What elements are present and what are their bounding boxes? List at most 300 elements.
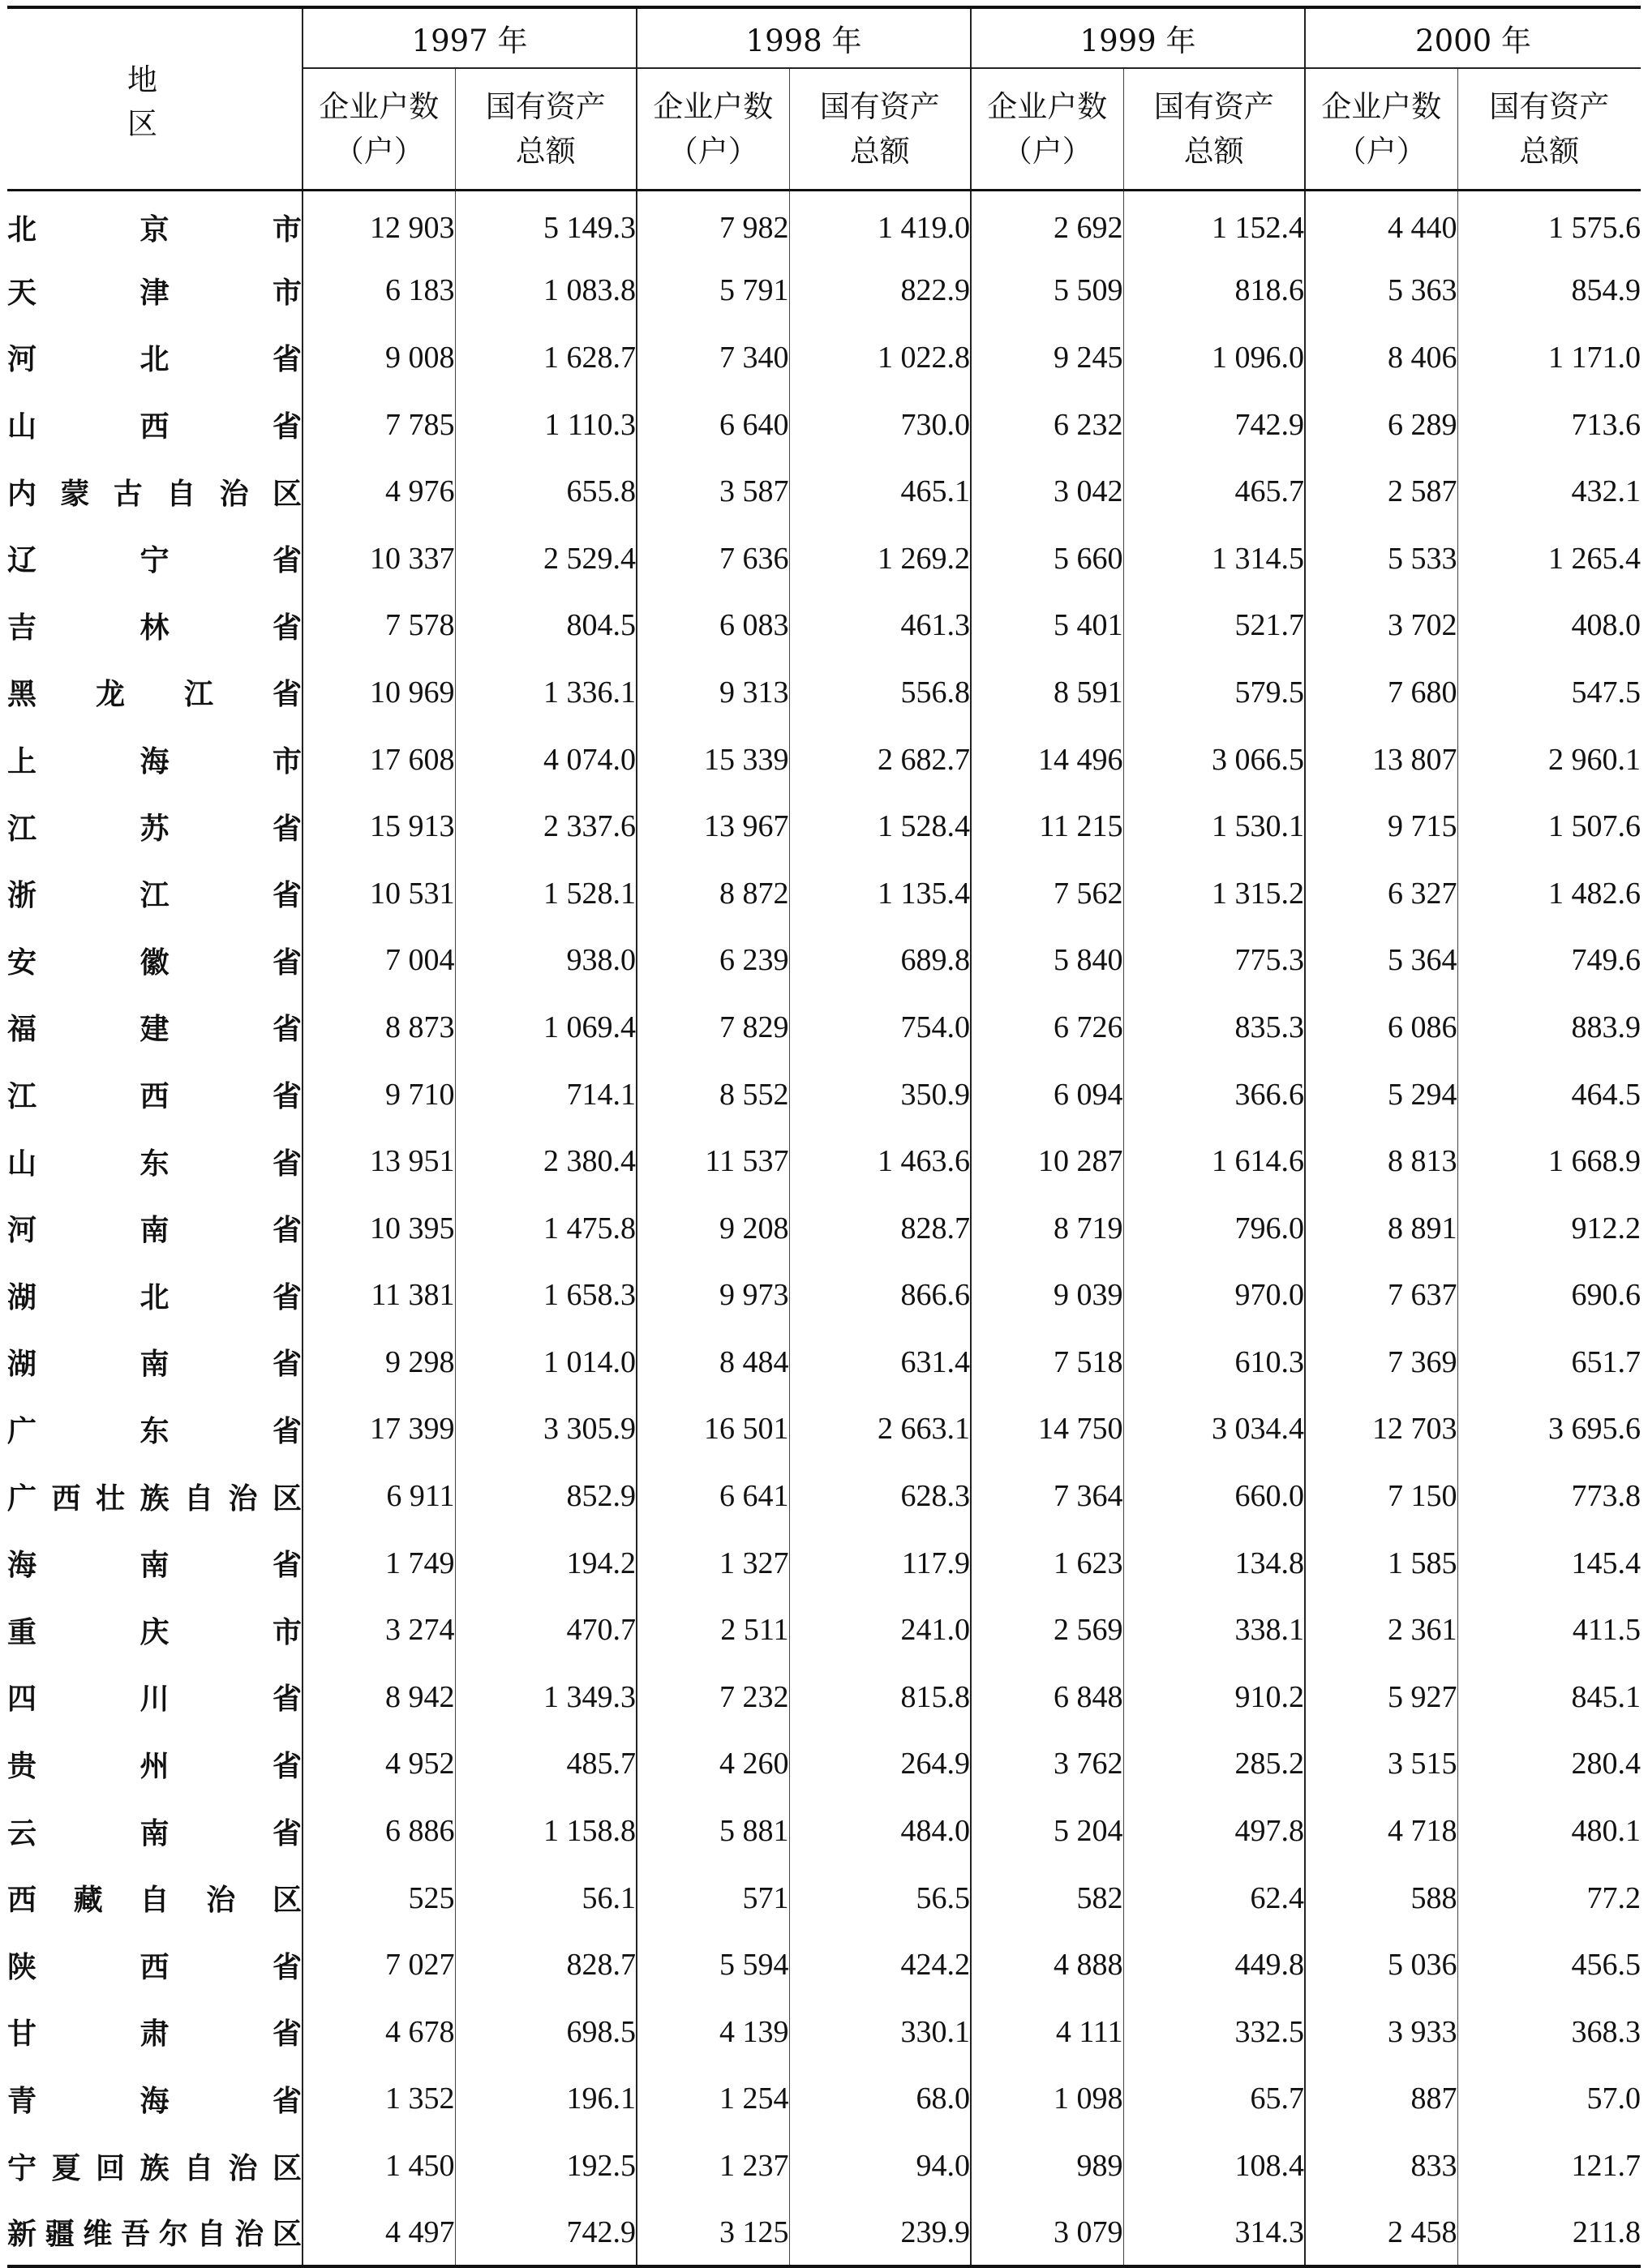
region-name: 黑龙江省 bbox=[7, 659, 303, 727]
enterprise-count-cell: 7 004 bbox=[303, 927, 455, 994]
region-name: 上海市 bbox=[7, 726, 303, 793]
region-name: 河北省 bbox=[7, 324, 303, 392]
enterprise-count-cell: 7 636 bbox=[637, 525, 789, 592]
enterprise-count-cell: 7 982 bbox=[637, 191, 789, 258]
state-assets-cell: 314.3 bbox=[1123, 2199, 1305, 2266]
state-assets-cell: 484.0 bbox=[789, 1798, 971, 1865]
state-assets-cell: 94.0 bbox=[789, 2133, 971, 2200]
table-row bbox=[7, 1262, 1641, 1329]
state-assets-cell: 1 419.0 bbox=[789, 191, 971, 258]
state-assets-cell: 456.5 bbox=[1457, 1931, 1641, 1999]
state-assets-cell: 408.0 bbox=[1457, 592, 1641, 659]
state-assets-cell: 1 152.4 bbox=[1123, 191, 1305, 258]
state-assets-cell: 4 074.0 bbox=[455, 726, 637, 793]
state-assets-cell: 1 110.3 bbox=[455, 391, 637, 458]
enterprise-count-header bbox=[303, 68, 455, 191]
enterprise-count-header-line1: 企业户数 bbox=[653, 88, 774, 124]
state-assets-cell: 461.3 bbox=[789, 592, 971, 659]
table-row bbox=[7, 793, 1641, 860]
state-assets-cell: 660.0 bbox=[1123, 1463, 1305, 1530]
enterprise-count-cell: 4 976 bbox=[303, 458, 455, 525]
state-assets-cell: 742.9 bbox=[1123, 391, 1305, 458]
state-assets-header-line1: 国有资产 bbox=[819, 88, 940, 124]
enterprise-count-cell: 6 886 bbox=[303, 1798, 455, 1865]
enterprise-count-cell: 2 361 bbox=[1305, 1597, 1457, 1664]
year-header-1999: 1999 年 bbox=[971, 7, 1305, 68]
state-assets-cell: 485.7 bbox=[455, 1730, 637, 1798]
state-assets-cell: 970.0 bbox=[1123, 1262, 1305, 1329]
state-assets-cell: 264.9 bbox=[789, 1730, 971, 1798]
enterprise-count-cell: 7 562 bbox=[971, 860, 1123, 927]
enterprise-count-cell: 11 215 bbox=[971, 793, 1123, 860]
enterprise-count-cell: 2 569 bbox=[971, 1597, 1123, 1664]
enterprise-count-cell: 2 587 bbox=[1305, 458, 1457, 525]
enterprise-count-cell: 3 587 bbox=[637, 458, 789, 525]
region-name: 广东省 bbox=[7, 1396, 303, 1463]
enterprise-count-cell: 6 086 bbox=[1305, 994, 1457, 1061]
enterprise-count-cell: 1 098 bbox=[971, 2065, 1123, 2133]
enterprise-count-header-line1: 企业户数 bbox=[319, 88, 440, 124]
enterprise-count-cell: 9 208 bbox=[637, 1194, 789, 1262]
enterprise-count-cell: 16 501 bbox=[637, 1396, 789, 1463]
region-name: 山西省 bbox=[7, 391, 303, 458]
year-header-1997: 1997 年 bbox=[303, 7, 637, 68]
state-assets-cell: 3 695.6 bbox=[1457, 1396, 1641, 1463]
state-assets-cell: 1 528.1 bbox=[455, 860, 637, 927]
state-assets-cell: 411.5 bbox=[1457, 1597, 1641, 1664]
enterprise-count-cell: 7 785 bbox=[303, 391, 455, 458]
state-assets-cell: 818.6 bbox=[1123, 257, 1305, 324]
enterprise-count-cell: 5 401 bbox=[971, 592, 1123, 659]
enterprise-count-cell: 9 245 bbox=[971, 324, 1123, 392]
state-assets-cell: 56.5 bbox=[789, 1864, 971, 1931]
state-assets-header bbox=[1123, 68, 1305, 191]
enterprise-count-cell: 4 678 bbox=[303, 1999, 455, 2066]
state-assets-cell: 1 463.6 bbox=[789, 1128, 971, 1195]
enterprise-count-cell: 13 967 bbox=[637, 793, 789, 860]
enterprise-count-cell: 10 531 bbox=[303, 860, 455, 927]
state-enterprise-table bbox=[7, 6, 1641, 2268]
enterprise-count-cell: 5 363 bbox=[1305, 257, 1457, 324]
enterprise-count-cell: 6 289 bbox=[1305, 391, 1457, 458]
region-name: 天津市 bbox=[7, 257, 303, 324]
state-assets-cell: 822.9 bbox=[789, 257, 971, 324]
state-assets-cell: 730.0 bbox=[789, 391, 971, 458]
enterprise-count-cell: 571 bbox=[637, 1864, 789, 1931]
enterprise-count-cell: 1 623 bbox=[971, 1529, 1123, 1597]
state-assets-cell: 2 380.4 bbox=[455, 1128, 637, 1195]
enterprise-count-cell: 3 079 bbox=[971, 2199, 1123, 2266]
state-assets-cell: 828.7 bbox=[789, 1194, 971, 1262]
state-assets-cell: 1 158.8 bbox=[455, 1798, 637, 1865]
enterprise-count-cell: 11 537 bbox=[637, 1128, 789, 1195]
region-name: 重庆市 bbox=[7, 1597, 303, 1664]
state-assets-cell: 714.1 bbox=[455, 1061, 637, 1128]
enterprise-count-cell: 8 813 bbox=[1305, 1128, 1457, 1195]
enterprise-count-cell: 6 911 bbox=[303, 1463, 455, 1530]
year-header-1998: 1998 年 bbox=[637, 7, 971, 68]
region-name: 江苏省 bbox=[7, 793, 303, 860]
region-column-header: 地 区 bbox=[7, 7, 303, 191]
state-assets-cell: 690.6 bbox=[1457, 1262, 1641, 1329]
table-row bbox=[7, 257, 1641, 324]
state-assets-cell: 796.0 bbox=[1123, 1194, 1305, 1262]
enterprise-count-cell: 5 364 bbox=[1305, 927, 1457, 994]
enterprise-count-cell: 17 399 bbox=[303, 1396, 455, 1463]
enterprise-count-cell: 8 591 bbox=[971, 659, 1123, 727]
enterprise-count-cell: 7 364 bbox=[971, 1463, 1123, 1530]
state-assets-cell: 1 575.6 bbox=[1457, 191, 1641, 258]
enterprise-count-cell: 6 641 bbox=[637, 1463, 789, 1530]
state-assets-cell: 424.2 bbox=[789, 1931, 971, 1999]
enterprise-count-cell: 525 bbox=[303, 1864, 455, 1931]
table-row bbox=[7, 592, 1641, 659]
region-name: 陕西省 bbox=[7, 1931, 303, 1999]
state-assets-cell: 828.7 bbox=[455, 1931, 637, 1999]
state-assets-cell: 655.8 bbox=[455, 458, 637, 525]
state-assets-cell: 698.5 bbox=[455, 1999, 637, 2066]
table-row bbox=[7, 1529, 1641, 1597]
table-row bbox=[7, 2065, 1641, 2133]
enterprise-count-cell: 4 139 bbox=[637, 1999, 789, 2066]
state-assets-header bbox=[1457, 68, 1641, 191]
enterprise-count-cell: 4 718 bbox=[1305, 1798, 1457, 1865]
enterprise-count-cell: 8 891 bbox=[1305, 1194, 1457, 1262]
enterprise-count-header-line1: 企业户数 bbox=[987, 88, 1108, 124]
state-assets-cell: 804.5 bbox=[455, 592, 637, 659]
state-assets-cell: 5 149.3 bbox=[455, 191, 637, 258]
region-name: 西藏自治区 bbox=[7, 1864, 303, 1931]
enterprise-count-cell: 14 750 bbox=[971, 1396, 1123, 1463]
state-assets-cell: 742.9 bbox=[455, 2199, 637, 2266]
enterprise-count-cell: 6 239 bbox=[637, 927, 789, 994]
enterprise-count-cell: 582 bbox=[971, 1864, 1123, 1931]
enterprise-count-cell: 1 352 bbox=[303, 2065, 455, 2133]
enterprise-count-header bbox=[971, 68, 1123, 191]
enterprise-count-cell: 4 497 bbox=[303, 2199, 455, 2266]
enterprise-count-cell: 8 872 bbox=[637, 860, 789, 927]
state-assets-cell: 912.2 bbox=[1457, 1194, 1641, 1262]
table-row bbox=[7, 1664, 1641, 1731]
state-assets-cell: 77.2 bbox=[1457, 1864, 1641, 1931]
enterprise-count-cell: 17 608 bbox=[303, 726, 455, 793]
state-assets-header-line1: 国有资产 bbox=[485, 88, 606, 124]
enterprise-count-cell: 8 873 bbox=[303, 994, 455, 1061]
state-assets-cell: 773.8 bbox=[1457, 1463, 1641, 1530]
enterprise-count-cell: 9 710 bbox=[303, 1061, 455, 1128]
state-assets-cell: 2 337.6 bbox=[455, 793, 637, 860]
enterprise-count-header bbox=[637, 68, 789, 191]
state-assets-cell: 285.2 bbox=[1123, 1730, 1305, 1798]
region-name: 内蒙古自治区 bbox=[7, 458, 303, 525]
state-assets-cell: 835.3 bbox=[1123, 994, 1305, 1061]
enterprise-count-cell: 5 204 bbox=[971, 1798, 1123, 1865]
enterprise-count-cell: 1 749 bbox=[303, 1529, 455, 1597]
enterprise-count-cell: 5 791 bbox=[637, 257, 789, 324]
state-assets-cell: 1 528.4 bbox=[789, 793, 971, 860]
state-assets-cell: 57.0 bbox=[1457, 2065, 1641, 2133]
enterprise-count-cell: 3 762 bbox=[971, 1730, 1123, 1798]
table-row bbox=[7, 2199, 1641, 2266]
enterprise-count-cell: 7 829 bbox=[637, 994, 789, 1061]
state-assets-cell: 464.5 bbox=[1457, 1061, 1641, 1128]
state-assets-cell: 134.8 bbox=[1123, 1529, 1305, 1597]
state-assets-cell: 651.7 bbox=[1457, 1329, 1641, 1396]
state-assets-cell: 1 668.9 bbox=[1457, 1128, 1641, 1195]
enterprise-count-cell: 833 bbox=[1305, 2133, 1457, 2200]
state-assets-cell: 866.6 bbox=[789, 1262, 971, 1329]
state-assets-cell: 1 014.0 bbox=[455, 1329, 637, 1396]
enterprise-count-cell: 10 287 bbox=[971, 1128, 1123, 1195]
table-row bbox=[7, 1931, 1641, 1999]
enterprise-count-cell: 1 254 bbox=[637, 2065, 789, 2133]
state-assets-cell: 1 069.4 bbox=[455, 994, 637, 1061]
enterprise-count-cell: 4 888 bbox=[971, 1931, 1123, 1999]
enterprise-count-cell: 7 232 bbox=[637, 1664, 789, 1731]
state-assets-header-line2: 总额 bbox=[1519, 134, 1580, 169]
table-row bbox=[7, 927, 1641, 994]
table-row bbox=[7, 1999, 1641, 2066]
state-assets-cell: 1 315.2 bbox=[1123, 860, 1305, 927]
table-row bbox=[7, 191, 1641, 258]
enterprise-count-cell: 5 533 bbox=[1305, 525, 1457, 592]
enterprise-count-header-unit: （户） bbox=[667, 134, 758, 169]
state-assets-cell: 579.5 bbox=[1123, 659, 1305, 727]
enterprise-count-cell: 887 bbox=[1305, 2065, 1457, 2133]
enterprise-count-cell: 9 008 bbox=[303, 324, 455, 392]
state-assets-cell: 3 305.9 bbox=[455, 1396, 637, 1463]
state-assets-cell: 470.7 bbox=[455, 1597, 637, 1664]
enterprise-count-cell: 7 369 bbox=[1305, 1329, 1457, 1396]
enterprise-count-header-unit: （户） bbox=[1336, 134, 1427, 169]
region-name: 广西壮族自治区 bbox=[7, 1463, 303, 1530]
enterprise-count-cell: 4 111 bbox=[971, 1999, 1123, 2066]
table-row bbox=[7, 860, 1641, 927]
state-assets-header bbox=[789, 68, 971, 191]
enterprise-count-cell: 588 bbox=[1305, 1864, 1457, 1931]
state-assets-cell: 280.4 bbox=[1457, 1730, 1641, 1798]
state-assets-cell: 432.1 bbox=[1457, 458, 1641, 525]
table-row bbox=[7, 1396, 1641, 1463]
region-name: 海南省 bbox=[7, 1529, 303, 1597]
enterprise-count-cell: 12 703 bbox=[1305, 1396, 1457, 1463]
enterprise-count-cell: 4 952 bbox=[303, 1730, 455, 1798]
enterprise-count-cell: 1 585 bbox=[1305, 1529, 1457, 1597]
region-name: 甘肃省 bbox=[7, 1999, 303, 2066]
enterprise-count-cell: 9 313 bbox=[637, 659, 789, 727]
table-row bbox=[7, 1128, 1641, 1195]
state-assets-cell: 196.1 bbox=[455, 2065, 637, 2133]
enterprise-count-cell: 3 702 bbox=[1305, 592, 1457, 659]
state-assets-cell: 449.8 bbox=[1123, 1931, 1305, 1999]
state-assets-cell: 689.8 bbox=[789, 927, 971, 994]
enterprise-count-cell: 13 807 bbox=[1305, 726, 1457, 793]
enterprise-count-cell: 9 039 bbox=[971, 1262, 1123, 1329]
enterprise-count-cell: 5 509 bbox=[971, 257, 1123, 324]
enterprise-count-cell: 1 327 bbox=[637, 1529, 789, 1597]
state-assets-header-line2: 总额 bbox=[515, 134, 576, 169]
state-assets-cell: 241.0 bbox=[789, 1597, 971, 1664]
enterprise-count-cell: 5 294 bbox=[1305, 1061, 1457, 1128]
table-row bbox=[7, 2133, 1641, 2200]
state-assets-cell: 521.7 bbox=[1123, 592, 1305, 659]
state-assets-cell: 1 314.5 bbox=[1123, 525, 1305, 592]
state-assets-cell: 628.3 bbox=[789, 1463, 971, 1530]
region-name: 浙江省 bbox=[7, 860, 303, 927]
state-assets-header-line2: 总额 bbox=[1183, 134, 1244, 169]
enterprise-count-cell: 7 027 bbox=[303, 1931, 455, 1999]
enterprise-count-cell: 7 340 bbox=[637, 324, 789, 392]
state-assets-cell: 108.4 bbox=[1123, 2133, 1305, 2200]
state-assets-cell: 2 682.7 bbox=[789, 726, 971, 793]
region-name: 河南省 bbox=[7, 1194, 303, 1262]
enterprise-count-header-unit: （户） bbox=[333, 134, 424, 169]
table-header bbox=[7, 7, 1641, 191]
enterprise-count-cell: 5 840 bbox=[971, 927, 1123, 994]
enterprise-count-cell: 8 484 bbox=[637, 1329, 789, 1396]
state-assets-cell: 852.9 bbox=[455, 1463, 637, 1530]
state-assets-cell: 631.4 bbox=[789, 1329, 971, 1396]
state-assets-cell: 480.1 bbox=[1457, 1798, 1641, 1865]
state-assets-cell: 775.3 bbox=[1123, 927, 1305, 994]
state-assets-header-line1: 国有资产 bbox=[1489, 88, 1610, 124]
state-assets-cell: 3 066.5 bbox=[1123, 726, 1305, 793]
table-row bbox=[7, 1463, 1641, 1530]
enterprise-count-cell: 8 406 bbox=[1305, 324, 1457, 392]
state-assets-cell: 938.0 bbox=[455, 927, 637, 994]
enterprise-count-cell: 5 594 bbox=[637, 1931, 789, 1999]
enterprise-count-cell: 3 515 bbox=[1305, 1730, 1457, 1798]
state-assets-cell: 1 482.6 bbox=[1457, 860, 1641, 927]
state-assets-cell: 1 265.4 bbox=[1457, 525, 1641, 592]
region-name: 湖北省 bbox=[7, 1262, 303, 1329]
enterprise-count-cell: 9 715 bbox=[1305, 793, 1457, 860]
table-row bbox=[7, 458, 1641, 525]
state-assets-header-line2: 总额 bbox=[849, 134, 910, 169]
enterprise-count-cell: 6 232 bbox=[971, 391, 1123, 458]
enterprise-count-cell: 1 237 bbox=[637, 2133, 789, 2200]
state-assets-cell: 330.1 bbox=[789, 1999, 971, 2066]
state-assets-cell: 1 022.8 bbox=[789, 324, 971, 392]
year-header-2000: 2000 年 bbox=[1305, 7, 1641, 68]
state-assets-cell: 1 135.4 bbox=[789, 860, 971, 927]
enterprise-count-cell: 2 511 bbox=[637, 1597, 789, 1664]
enterprise-count-cell: 9 298 bbox=[303, 1329, 455, 1396]
table-row bbox=[7, 1329, 1641, 1396]
table-row bbox=[7, 1864, 1641, 1931]
state-assets-cell: 1 507.6 bbox=[1457, 793, 1641, 860]
state-assets-header-line1: 国有资产 bbox=[1153, 88, 1274, 124]
state-assets-cell: 62.4 bbox=[1123, 1864, 1305, 1931]
enterprise-count-cell: 5 927 bbox=[1305, 1664, 1457, 1731]
state-assets-cell: 1 096.0 bbox=[1123, 324, 1305, 392]
state-assets-cell: 332.5 bbox=[1123, 1999, 1305, 2066]
state-assets-cell: 65.7 bbox=[1123, 2065, 1305, 2133]
state-assets-cell: 2 663.1 bbox=[789, 1396, 971, 1463]
state-assets-cell: 1 614.6 bbox=[1123, 1128, 1305, 1195]
enterprise-count-cell: 15 339 bbox=[637, 726, 789, 793]
table-row bbox=[7, 1061, 1641, 1128]
enterprise-count-cell: 8 719 bbox=[971, 1194, 1123, 1262]
state-assets-cell: 854.9 bbox=[1457, 257, 1641, 324]
state-assets-cell: 211.8 bbox=[1457, 2199, 1641, 2266]
region-name: 青海省 bbox=[7, 2065, 303, 2133]
state-assets-cell: 465.7 bbox=[1123, 458, 1305, 525]
table-row bbox=[7, 1194, 1641, 1262]
enterprise-count-cell: 14 496 bbox=[971, 726, 1123, 793]
enterprise-count-cell: 6 083 bbox=[637, 592, 789, 659]
enterprise-count-cell: 5 660 bbox=[971, 525, 1123, 592]
region-name: 湖南省 bbox=[7, 1329, 303, 1396]
state-assets-cell: 145.4 bbox=[1457, 1529, 1641, 1597]
state-assets-cell: 1 628.7 bbox=[455, 324, 637, 392]
state-assets-header bbox=[455, 68, 637, 191]
state-assets-cell: 883.9 bbox=[1457, 994, 1641, 1061]
enterprise-count-cell: 12 903 bbox=[303, 191, 455, 258]
enterprise-count-cell: 6 183 bbox=[303, 257, 455, 324]
state-assets-cell: 1 336.1 bbox=[455, 659, 637, 727]
state-assets-cell: 2 960.1 bbox=[1457, 726, 1641, 793]
state-assets-cell: 910.2 bbox=[1123, 1664, 1305, 1731]
state-assets-cell: 338.1 bbox=[1123, 1597, 1305, 1664]
state-assets-cell: 1 083.8 bbox=[455, 257, 637, 324]
state-assets-cell: 68.0 bbox=[789, 2065, 971, 2133]
enterprise-count-cell: 10 395 bbox=[303, 1194, 455, 1262]
state-assets-cell: 56.1 bbox=[455, 1864, 637, 1931]
enterprise-count-cell: 2 692 bbox=[971, 191, 1123, 258]
enterprise-count-cell: 4 440 bbox=[1305, 191, 1457, 258]
table-row bbox=[7, 726, 1641, 793]
state-assets-cell: 754.0 bbox=[789, 994, 971, 1061]
state-assets-cell: 1 269.2 bbox=[789, 525, 971, 592]
state-assets-cell: 749.6 bbox=[1457, 927, 1641, 994]
enterprise-count-cell: 2 458 bbox=[1305, 2199, 1457, 2266]
enterprise-count-cell: 7 637 bbox=[1305, 1262, 1457, 1329]
enterprise-count-cell: 1 450 bbox=[303, 2133, 455, 2200]
state-assets-cell: 713.6 bbox=[1457, 391, 1641, 458]
table-row bbox=[7, 1597, 1641, 1664]
region-name: 吉林省 bbox=[7, 592, 303, 659]
region-name: 辽宁省 bbox=[7, 525, 303, 592]
state-assets-cell: 368.3 bbox=[1457, 1999, 1641, 2066]
state-assets-cell: 610.3 bbox=[1123, 1329, 1305, 1396]
region-name: 四川省 bbox=[7, 1664, 303, 1731]
enterprise-count-cell: 5 881 bbox=[637, 1798, 789, 1865]
table-row bbox=[7, 1798, 1641, 1865]
region-name: 贵州省 bbox=[7, 1730, 303, 1798]
region-name: 山东省 bbox=[7, 1128, 303, 1195]
enterprise-count-header-unit: （户） bbox=[1002, 134, 1092, 169]
state-assets-cell: 3 034.4 bbox=[1123, 1396, 1305, 1463]
region-name: 福建省 bbox=[7, 994, 303, 1061]
region-name: 北京市 bbox=[7, 191, 303, 258]
enterprise-count-cell: 6 848 bbox=[971, 1664, 1123, 1731]
state-assets-cell: 497.8 bbox=[1123, 1798, 1305, 1865]
enterprise-count-cell: 6 094 bbox=[971, 1061, 1123, 1128]
enterprise-count-cell: 6 726 bbox=[971, 994, 1123, 1061]
enterprise-count-cell: 4 260 bbox=[637, 1730, 789, 1798]
table-row bbox=[7, 994, 1641, 1061]
enterprise-count-cell: 7 150 bbox=[1305, 1463, 1457, 1530]
enterprise-count-cell: 13 951 bbox=[303, 1128, 455, 1195]
enterprise-count-cell: 8 552 bbox=[637, 1061, 789, 1128]
table-row bbox=[7, 391, 1641, 458]
state-assets-cell: 192.5 bbox=[455, 2133, 637, 2200]
region-name: 宁夏回族自治区 bbox=[7, 2133, 303, 2200]
enterprise-count-cell: 7 578 bbox=[303, 592, 455, 659]
state-assets-cell: 239.9 bbox=[789, 2199, 971, 2266]
enterprise-count-cell: 3 042 bbox=[971, 458, 1123, 525]
